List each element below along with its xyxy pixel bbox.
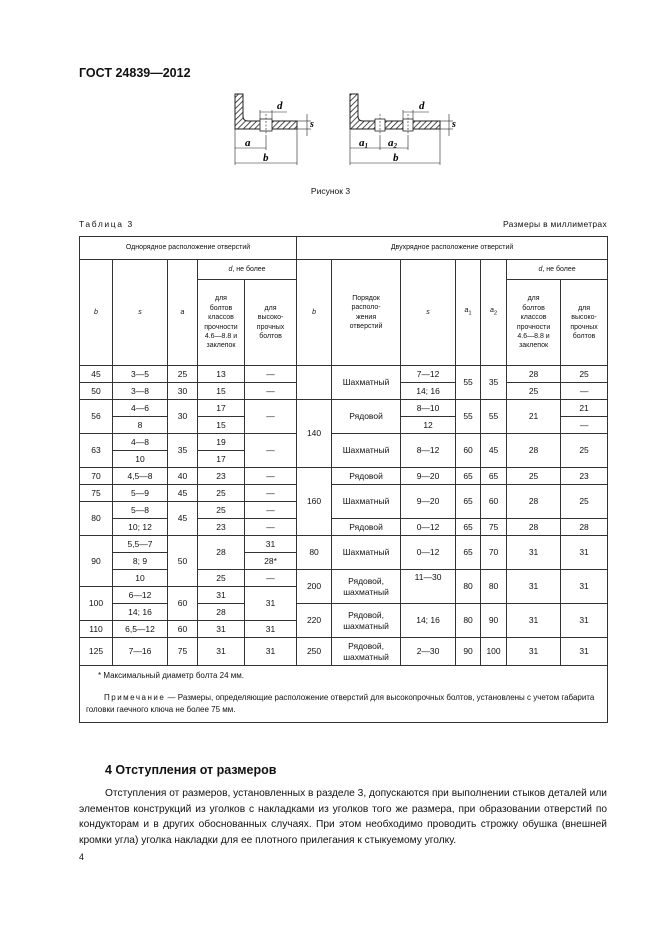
page-number: 4: [79, 852, 85, 862]
table-row: 8; 9 28*: [80, 553, 608, 570]
table-row: 56 4—6 30 17 — 140 Рядовой 8—10 55 55 21 21: [80, 400, 608, 417]
header-b2: b: [312, 308, 316, 316]
table-row: 125 7—16 75 31 31 250 Рядовой, шахматный 2—30 90 100 31 31: [80, 638, 608, 666]
fig-label-a2-sub: 2: [393, 142, 397, 150]
header-d-bolts-2: для болтов классов прочности 4.6—8.8 и заклепок: [507, 280, 561, 366]
fig-label-b2: b: [393, 152, 399, 164]
fig-label-a: a: [245, 137, 251, 149]
header-a2: $a_2$: [481, 260, 507, 366]
header-d-high-strength-2: для высоко- прочных болтов: [561, 280, 608, 366]
fig-label-s: s: [310, 119, 314, 130]
section-title: 4 Отступления от размеров: [105, 763, 277, 777]
header-d-text: , не более: [232, 265, 266, 273]
fig-label-a1: a: [359, 137, 365, 149]
section-paragraph: Отступления от размеров, установленных в разделе 3, допускаются при выполнении стыков деталей или элементов конструкций из уголков с накладками из уголков того же размера, при образовании отверстий по кондукторам и в других обоснованных случаях. При этом необходимо проводить строжку обушка (внешней кромки угла) уголка накладки для ее плотного прилегания к стыкуемому уголку.: [79, 788, 607, 846]
table-row: 75 5—9 45 25 — Шахматный 9—20 65 60 28 25: [80, 485, 608, 502]
table-row: 50 3—8 30 15 — 14; 16 25 —: [80, 383, 608, 400]
header-d-max: [198, 260, 297, 280]
document-code: ГОСТ 24839—2012: [79, 66, 191, 80]
table-footer: [80, 666, 608, 723]
fig-label-a1-sub: 1: [364, 142, 368, 150]
svg-text:a2: [388, 137, 398, 150]
table-title: Таблица 3: [79, 219, 134, 229]
header-d-bolts: для болтов классов прочности 4.6—8.8 и заклепок: [198, 280, 245, 366]
dimensions-table: [79, 236, 608, 723]
figure-caption: Рисунок 3: [310, 186, 351, 196]
fig-label-d2: d: [419, 100, 425, 112]
table-note: Примечание — Размеры, определяющие расположение отверстий для высокопрочных болтов, установлены с учетом габарита головки гаечного ключа не более 75 мм.: [86, 693, 595, 715]
group-header-double-row: Двухрядное расположение отверстий: [297, 237, 608, 260]
header-d-max-2: [507, 260, 608, 280]
table-row: 80 5—8 45 25 —: [80, 502, 608, 519]
table-row: 10 17: [80, 451, 608, 468]
table-footnote: * Максимальный диаметр болта 24 мм.: [98, 671, 244, 680]
table-row: 10 25 — 200 Рядовой, шахматный 11—30 80 80 31 31: [80, 570, 608, 587]
table-units: Размеры в миллиметрах: [502, 219, 607, 229]
table-row: 10; 12 23 — Рядовой 0—12 65 75 28 28: [80, 519, 608, 536]
table-row: 90 5,5—7 50 28 31 80 Шахматный 0—12 65 70 31 31: [80, 536, 608, 553]
fig-label-a2: a: [388, 137, 394, 149]
table-row: 8 15 12 —: [80, 417, 608, 434]
table-row: 70 4,5—8 40 23 — 160 Рядовой 9—20 65 65 25 23: [80, 468, 608, 485]
single-row-angle: [235, 94, 314, 165]
table-row: 100 6—12 60 31 31: [80, 587, 608, 604]
header-d-symbol-2: d: [538, 265, 543, 273]
header-d-high-strength: для высоко- прочных болтов: [245, 280, 297, 366]
table-row: 45 3—5 25 13 — Шахматный 7—12 55 35 28 25: [80, 366, 608, 383]
svg-text:a1: [359, 137, 368, 150]
header-a1: $a_1$: [456, 260, 481, 366]
header-b: b: [94, 308, 98, 316]
table-row: 14; 16 28 220 Рядовой, шахматный 14; 16 80 90 31 31: [80, 604, 608, 621]
figure-3-drawing: [225, 90, 465, 180]
fig-label-s2: s: [452, 119, 456, 130]
header-order: Порядок располо- жения отверстий: [332, 260, 401, 366]
header-d-symbol: d: [228, 265, 233, 273]
header-d-text-2: , не более: [542, 265, 576, 273]
table-row: 63 4—8 35 19 — Шахматный 8—12 60 45 28 25: [80, 434, 608, 451]
fig-label-d: d: [277, 100, 283, 112]
group-header-single-row: Однорядное расположение отверстий: [80, 237, 297, 260]
header-a: a: [180, 308, 185, 316]
header-s: s: [138, 308, 142, 316]
fig-label-b: b: [263, 152, 269, 164]
header-s2: s: [426, 308, 430, 316]
table-row: 110 6,5—12 60 31 31: [80, 621, 608, 638]
double-row-angle: [350, 94, 456, 165]
